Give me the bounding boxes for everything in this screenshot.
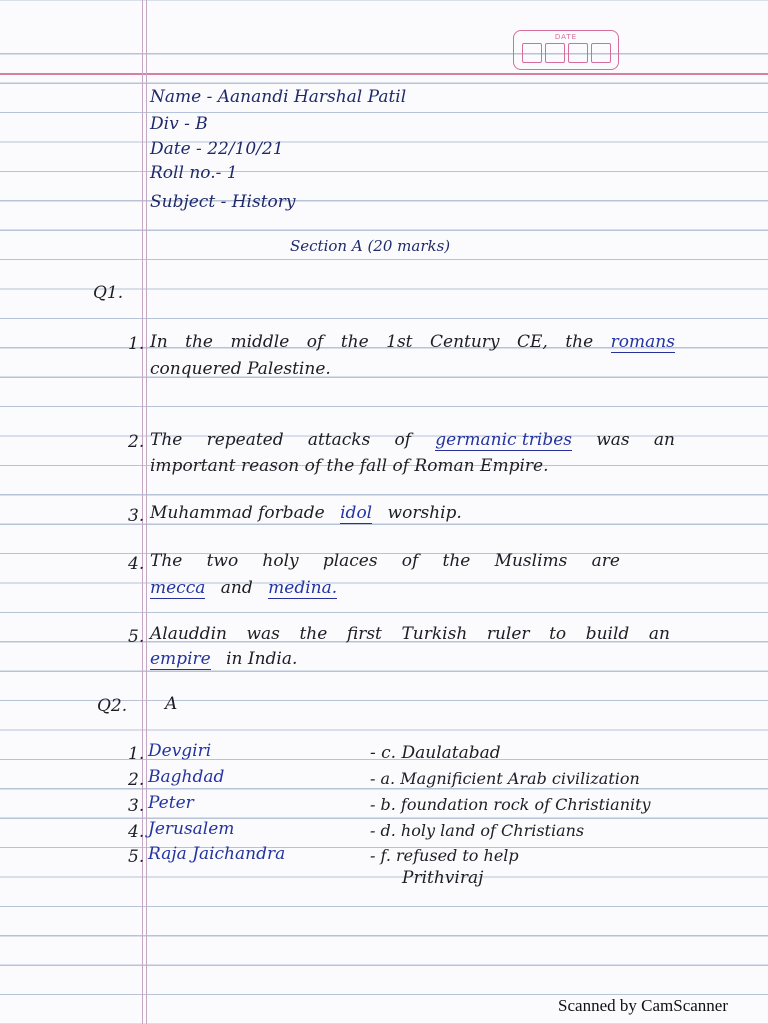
q2-subpart: A bbox=[165, 694, 178, 714]
answer-fill: empire bbox=[150, 649, 211, 669]
q2-pair-number: 1. bbox=[128, 744, 145, 764]
word: an bbox=[648, 624, 670, 644]
q1-label: Q1. bbox=[93, 283, 124, 303]
date-stamp-box bbox=[522, 43, 542, 63]
word: the bbox=[565, 332, 594, 352]
q2-pair-left: Raja Jaichandra bbox=[148, 844, 286, 864]
q1-item-number: 4. bbox=[128, 554, 145, 574]
word: the bbox=[442, 551, 471, 571]
left-margin-line-inner bbox=[146, 0, 147, 1024]
word: In bbox=[150, 332, 168, 352]
q1-item-4-line-1 bbox=[150, 551, 620, 571]
word: the bbox=[299, 624, 328, 644]
date-stamp-box bbox=[568, 43, 588, 63]
q1-item-number: 1. bbox=[128, 334, 145, 354]
q2-pair-right: - a. Magnificient Arab civilization bbox=[370, 769, 640, 788]
answer-fill: mecca bbox=[150, 578, 206, 598]
q1-item-number: 5. bbox=[128, 627, 145, 647]
q2-pair-number: 2. bbox=[128, 770, 145, 790]
word: holy bbox=[262, 551, 299, 571]
text: worship. bbox=[387, 503, 462, 523]
q2-pair-left: Jerusalem bbox=[148, 819, 235, 839]
word: Muslims bbox=[494, 551, 568, 571]
answer-fill: medina. bbox=[268, 578, 338, 598]
word: the bbox=[340, 332, 369, 352]
word: two bbox=[206, 551, 239, 571]
word: of bbox=[306, 332, 324, 352]
q2-pair-left: Devgiri bbox=[148, 741, 212, 761]
subject: Subject - History bbox=[150, 192, 296, 212]
date-stamp-boxes bbox=[522, 43, 611, 63]
date-stamp-box bbox=[545, 43, 565, 63]
q2-label: Q2. bbox=[97, 696, 128, 716]
q1-item-1-line-2: conquered Palestine. bbox=[150, 359, 331, 379]
word: Turkish bbox=[401, 624, 468, 644]
q2-pair-left: Peter bbox=[148, 793, 194, 813]
q2-pair-number: 3. bbox=[128, 796, 145, 816]
roll-number: Roll no.- 1 bbox=[150, 163, 238, 183]
word: repeated bbox=[206, 430, 284, 450]
student-division: Div - B bbox=[150, 114, 208, 134]
q1-item-number: 3. bbox=[128, 506, 145, 526]
text: and bbox=[220, 578, 253, 598]
answer-fill: idol bbox=[340, 503, 373, 523]
answer-fill: germanic tribes bbox=[435, 430, 572, 450]
q1-item-5-line-2 bbox=[150, 649, 297, 669]
word: of bbox=[401, 551, 419, 571]
q2-pair-right: - c. Daulatabad bbox=[370, 743, 501, 763]
top-margin-line bbox=[0, 73, 768, 75]
word: are bbox=[591, 551, 620, 571]
q2-pair-right: - b. foundation rock of Christianity bbox=[370, 795, 651, 814]
date-stamp-box bbox=[591, 43, 611, 63]
answer-fill: romans bbox=[610, 332, 675, 352]
word: The bbox=[150, 430, 183, 450]
word: was bbox=[246, 624, 280, 644]
word: the bbox=[185, 332, 213, 352]
word: Alauddin bbox=[150, 624, 227, 644]
q2-pair-left: Baghdad bbox=[148, 767, 225, 787]
word: was bbox=[596, 430, 630, 450]
word: an bbox=[653, 430, 675, 450]
word: ruler bbox=[486, 624, 530, 644]
word: to bbox=[549, 624, 567, 644]
word: attacks bbox=[307, 430, 371, 450]
word: places bbox=[322, 551, 378, 571]
q2-pair-right: - f. refused to help bbox=[370, 846, 519, 865]
q1-item-5-line-1 bbox=[150, 624, 670, 644]
q2-pair-continuation: Prithviraj bbox=[402, 868, 484, 888]
student-name: Name - Aanandi Harshal Patil bbox=[150, 87, 407, 107]
q2-pair-number: 5. bbox=[128, 847, 145, 867]
text: Muhammad forbade bbox=[150, 503, 325, 523]
q2-pair-number: 4. bbox=[128, 822, 145, 842]
word: Century bbox=[430, 332, 500, 352]
submission-date: Date - 22/10/21 bbox=[150, 139, 284, 159]
section-title: Section A (20 marks) bbox=[290, 237, 451, 255]
q2-pair-right: - d. holy land of Christians bbox=[370, 821, 585, 840]
text: in India. bbox=[226, 649, 298, 669]
date-stamp bbox=[513, 30, 619, 70]
word: CE, bbox=[517, 332, 548, 352]
q1-item-4-line-2 bbox=[150, 578, 337, 598]
word: The bbox=[150, 551, 183, 571]
q1-item-1-line-1 bbox=[150, 332, 675, 353]
word: of bbox=[394, 430, 412, 450]
word: first bbox=[346, 624, 382, 644]
q1-item-3-line-1 bbox=[150, 503, 462, 523]
date-stamp-label: DATE bbox=[554, 33, 578, 41]
scanner-watermark: Scanned by CamScanner bbox=[558, 996, 728, 1015]
q1-item-number: 2. bbox=[128, 432, 145, 452]
q1-item-2-line-1 bbox=[150, 430, 675, 451]
word: build bbox=[585, 624, 630, 644]
word: middle bbox=[230, 332, 290, 352]
word: 1st bbox=[386, 332, 413, 352]
q1-item-2-line-2: important reason of the fall of Roman Empire. bbox=[150, 456, 549, 476]
